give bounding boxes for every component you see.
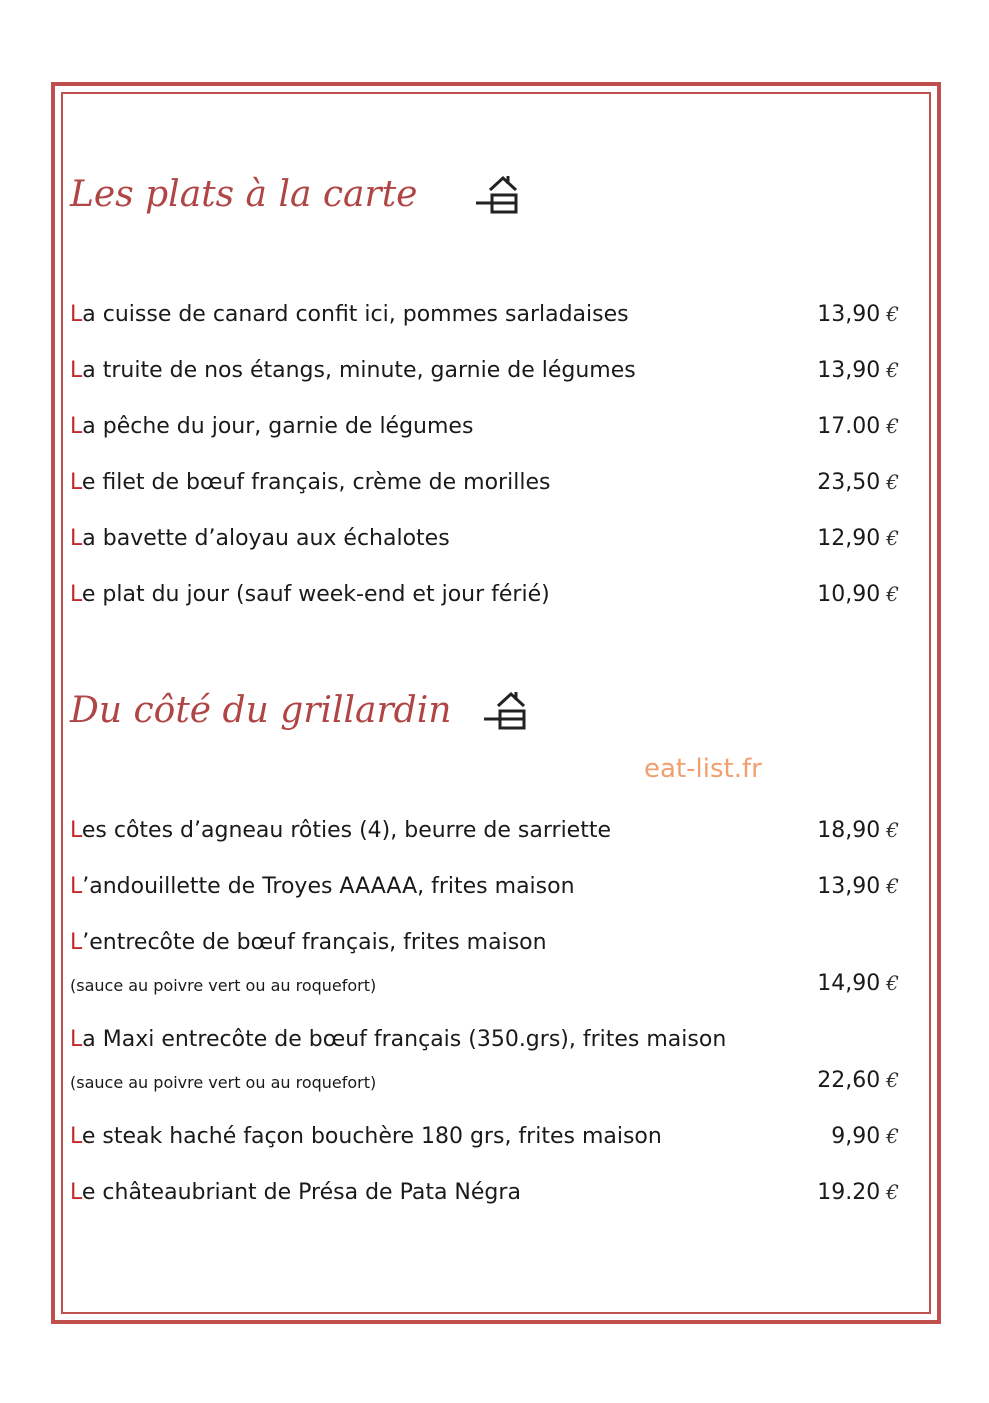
house-icon: [474, 172, 532, 216]
euro-icon: €: [886, 526, 899, 550]
menu-item-name: [70, 930, 547, 955]
item-initial: L: [70, 874, 83, 899]
item-text: ’andouillette de Troyes AAAAA, frites maison: [82, 874, 575, 899]
item-initial: L: [70, 302, 83, 327]
item-initial: L: [70, 358, 83, 383]
menu-item-name: [70, 526, 450, 551]
section-title-plats: Les plats à la carte: [70, 174, 418, 215]
item-text: a truite de nos étangs, minute, garnie de légumes: [82, 358, 636, 383]
euro-icon: €: [886, 818, 899, 842]
price-value: 9,90: [831, 1124, 881, 1149]
house-icon: [482, 688, 540, 732]
item-initial: L: [70, 1124, 82, 1149]
menu-item-name: [70, 1180, 521, 1205]
price-value: 22,60: [817, 1068, 881, 1093]
menu-item-name: [70, 414, 473, 439]
menu-item-name: [70, 818, 611, 843]
menu-item-price: [817, 1068, 899, 1093]
menu-item-price: [817, 302, 899, 327]
menu-item-price: [817, 358, 899, 383]
menu-item-price: [817, 971, 899, 996]
menu-item-price: [817, 818, 899, 843]
item-text: a bavette d’aloyau aux échalotes: [82, 526, 450, 551]
menu-item-price: [831, 1124, 899, 1149]
section-title-grillardin: Du côté du grillardin: [70, 690, 452, 731]
menu-item-name: [70, 1124, 662, 1149]
euro-icon: €: [886, 1068, 899, 1092]
price-value: 13,90: [817, 358, 881, 383]
item-text: e filet de bœuf français, crème de morilles: [81, 470, 551, 495]
euro-icon: €: [886, 971, 899, 995]
price-value: 13,90: [817, 874, 881, 899]
euro-icon: €: [886, 470, 899, 494]
item-text: e steak haché façon bouchère 180 grs, frites maison: [81, 1124, 662, 1149]
price-value: 23,50: [817, 470, 881, 495]
item-initial: L: [70, 470, 82, 495]
menu-item-name: [70, 302, 629, 327]
item-initial: L: [70, 582, 82, 607]
menu-item-price: [817, 470, 899, 495]
price-value: 19.20: [817, 1180, 881, 1205]
item-initial: L: [70, 1180, 82, 1205]
menu-item-note: (sauce au poivre vert ou au roquefort): [70, 1073, 377, 1092]
euro-icon: €: [886, 1124, 899, 1148]
menu-item-price: [817, 526, 899, 551]
euro-icon: €: [886, 358, 899, 382]
item-initial: L: [70, 818, 82, 843]
item-text: es côtes d’agneau rôties (4), beurre de sarriette: [81, 818, 612, 843]
item-text: a cuisse de canard confit ici, pommes sarladaises: [82, 302, 629, 327]
menu-item-name: [70, 1027, 726, 1052]
price-value: 14,90: [817, 971, 881, 996]
price-value: 13,90: [817, 302, 881, 327]
menu-item-price: [817, 414, 899, 439]
item-initial: L: [70, 1027, 83, 1052]
menu-item-name: [70, 874, 575, 899]
item-text: a Maxi entrecôte de bœuf français (350.grs), frites maison: [82, 1027, 727, 1052]
menu-item-price: [817, 874, 899, 899]
euro-icon: €: [886, 874, 899, 898]
price-value: 18,90: [817, 818, 881, 843]
menu-item-name: [70, 470, 550, 495]
euro-icon: €: [886, 302, 899, 326]
item-initial: L: [70, 930, 83, 955]
price-value: 10,90: [817, 582, 881, 607]
item-text: e châteaubriant de Présa de Pata Négra: [81, 1180, 521, 1205]
item-text: e plat du jour (sauf week-end et jour férié): [81, 582, 550, 607]
watermark: eat-list.fr: [644, 754, 762, 784]
item-initial: L: [70, 414, 83, 439]
item-text: a pêche du jour, garnie de légumes: [82, 414, 474, 439]
price-value: 12,90: [817, 526, 881, 551]
price-value: 17.00: [817, 414, 881, 439]
menu-item-name: [70, 582, 550, 607]
euro-icon: €: [886, 414, 899, 438]
euro-icon: €: [886, 1180, 899, 1204]
euro-icon: €: [886, 582, 899, 606]
item-initial: L: [70, 526, 83, 551]
menu-item-price: [817, 582, 899, 607]
item-text: ’entrecôte de bœuf français, frites maison: [82, 930, 547, 955]
menu-item-name: [70, 358, 636, 383]
menu-item-price: [817, 1180, 899, 1205]
menu-item-note: (sauce au poivre vert ou au roquefort): [70, 976, 377, 995]
